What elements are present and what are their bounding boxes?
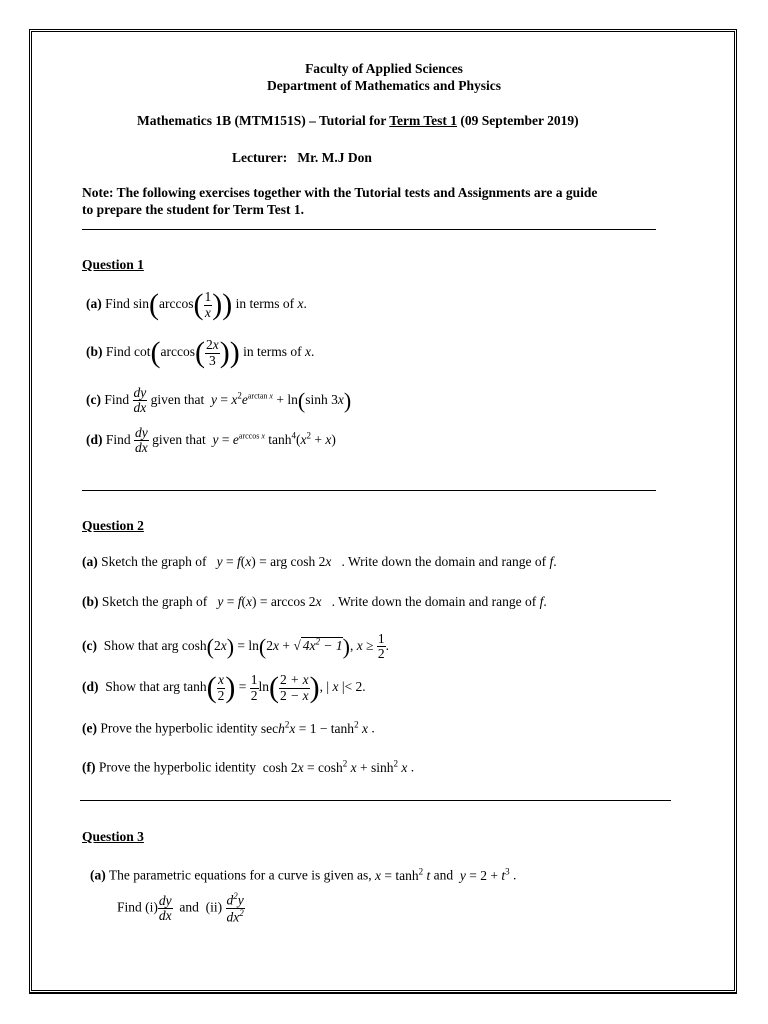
q3a-and: and xyxy=(433,867,454,883)
q2e-expression: $\sec h^2x = 1 - \tanh^2 x$ xyxy=(260,719,368,736)
q3a-y-expression: $y = 2 + t^3$ xyxy=(459,866,510,883)
q1-part-b: (b) Find cot(arccos( $\frac{2x}{3}$ )) in terms of x. xyxy=(86,336,315,369)
lecturer-line xyxy=(232,150,372,166)
q3-part-and: and xyxy=(179,899,199,915)
q2c-label: (c) xyxy=(82,637,97,653)
q3-find: Find xyxy=(117,899,142,915)
question-2-title: Question 2 xyxy=(82,518,144,533)
q2-part-b: (b) Sketch the graph of y = f(x) = arccos 2x . Write down the domain and range of f. xyxy=(82,594,547,609)
course-title xyxy=(137,113,579,129)
q2d-expression: arg tanh( $\frac{x}{2}$ ) = $\frac{1}{2}$ ln( $\frac{2 + x}{2 - x}$ ), | x |< 2. xyxy=(163,671,366,704)
q1d-expression: $y = e^{arccos x}$ $\tanh^4(x^2 + x)$ xyxy=(212,430,336,447)
note-line-2: to prepare the student for Term Test 1. xyxy=(82,202,305,217)
q1c-text: Find xyxy=(104,391,130,407)
q2c-expression: arg cosh(2x) = ln(2x + √ $4x^2 - 1$), x ≥ $\frac{1}{2}$ . xyxy=(161,631,390,662)
divider xyxy=(82,229,656,230)
faculty-title: Faculty of Applied Sciences xyxy=(305,61,463,76)
q2a-label: (a) xyxy=(82,554,98,569)
q2c-text: Show that xyxy=(103,637,159,653)
q1b-expression: cot(arccos( $\frac{2x}{3}$ )) xyxy=(134,336,240,369)
q1-part-a: (a) Find sin(arccos( $\frac{1}{x}$ )) in terms of x. xyxy=(86,288,307,321)
q3-find-line: Find (i) $\frac{dy}{dx}$ and (ii) $\frac{d^2y}{dx^2}$ xyxy=(117,891,244,925)
q1a-text: Find xyxy=(105,296,130,312)
q2-part-c xyxy=(82,632,389,661)
q1a-expression: sin(arccos( $\frac{1}{x}$ )) xyxy=(133,288,233,321)
q1d-given: given that xyxy=(152,431,206,447)
question-3-title: Question 3 xyxy=(82,829,144,844)
q3a-x-expression: $x = \tanh^2 t$ xyxy=(375,866,431,883)
q3a-label: (a) xyxy=(90,867,106,883)
test-name: Term Test 1 xyxy=(389,113,458,128)
q2d-text: Show that xyxy=(105,679,160,695)
q2b-label: (b) xyxy=(82,594,99,609)
q1c-label: (c) xyxy=(86,391,101,407)
q1b-text: Find xyxy=(105,344,131,360)
q2b-tail: . Write down the domain and range of xyxy=(331,594,537,609)
q1c-expression: $y = x^2e^{arctan x} + \ln(\sinh$ 3x) xyxy=(211,387,352,413)
q1b-tail: in terms of xyxy=(243,344,302,360)
q2b-text: Sketch the graph of xyxy=(101,594,208,609)
q2b-expression: y = f(x) = arccos 2x xyxy=(217,594,322,609)
test-date: (09 September 2019) xyxy=(460,113,579,128)
note-line-1: Note: The following exercises together with the Tutorial tests and Assignments are a guide xyxy=(82,185,598,200)
q2a-text: Sketch the graph of xyxy=(101,554,207,569)
q2a-expression: y = f(x) = arg cosh 2x xyxy=(216,554,332,569)
q2-part-a: (a) Sketch the graph of y = f(x) = arg cosh 2x . Write down the domain and range of f. xyxy=(82,554,557,569)
q1b-label: (b) xyxy=(86,344,103,360)
q2f-text: Prove the hyperbolic identity xyxy=(98,759,256,775)
q2f-label: (f) xyxy=(82,759,96,775)
q1-part-d: (d) Find $\frac{dy}{dx}$ given that $y = e^{arccos x}$ $\tanh^4(x^2 + x)$ xyxy=(86,425,336,456)
question-1-title: Question 1 xyxy=(82,257,144,272)
q2-part-f: (f) Prove the hyperbolic identity $\cosh 2x = \cosh^2 x + \sinh^2 x$ . xyxy=(82,758,415,775)
q1d-label: (d) xyxy=(86,431,103,447)
q2-part-d xyxy=(82,673,366,703)
lecturer-name: Mr. M.J Don xyxy=(297,150,372,165)
q2e-label: (e) xyxy=(82,720,97,736)
q1-part-c: (c) Find $\frac{dy}{dx}$ given that $y = x^2e^{arctan x} + \ln(\sinh$ 3x) xyxy=(86,385,352,416)
divider xyxy=(82,490,656,491)
department-title: Department of Mathematics and Physics xyxy=(267,78,501,93)
q2-part-e: (e) Prove the hyperbolic identity $\sec h^2x = 1 - \tanh^2 x$ . xyxy=(82,719,375,736)
page-border-inner xyxy=(31,31,735,991)
q3-part-ii: (ii) xyxy=(205,899,223,915)
q1a-label: (a) xyxy=(86,296,102,312)
q2e-text: Prove the hyperbolic identity xyxy=(100,720,258,736)
q2f-expression: $\cosh 2x = \cosh^2 x + \sinh^2 x$ xyxy=(262,758,408,775)
q1c-given: given that xyxy=(150,391,205,407)
q2a-tail: . Write down the domain and range of xyxy=(341,554,547,569)
q1a-tail: in terms of xyxy=(235,296,295,312)
q2d-label: (d) xyxy=(82,679,99,695)
course-prefix: Mathematics 1B (MTM151S) – Tutorial for xyxy=(137,113,387,128)
q3a-text: The parametric equations for a curve is given as, xyxy=(108,867,372,883)
lecturer-label: Lecturer: xyxy=(232,150,288,165)
divider xyxy=(80,800,671,801)
q3-part-a: (a) The parametric equations for a curve is given as, $x = \tanh^2 t$ and $y = 2 + t^3$ . xyxy=(90,866,517,883)
q3-part-i: (i) xyxy=(145,899,158,915)
q1d-text: Find xyxy=(105,431,131,447)
